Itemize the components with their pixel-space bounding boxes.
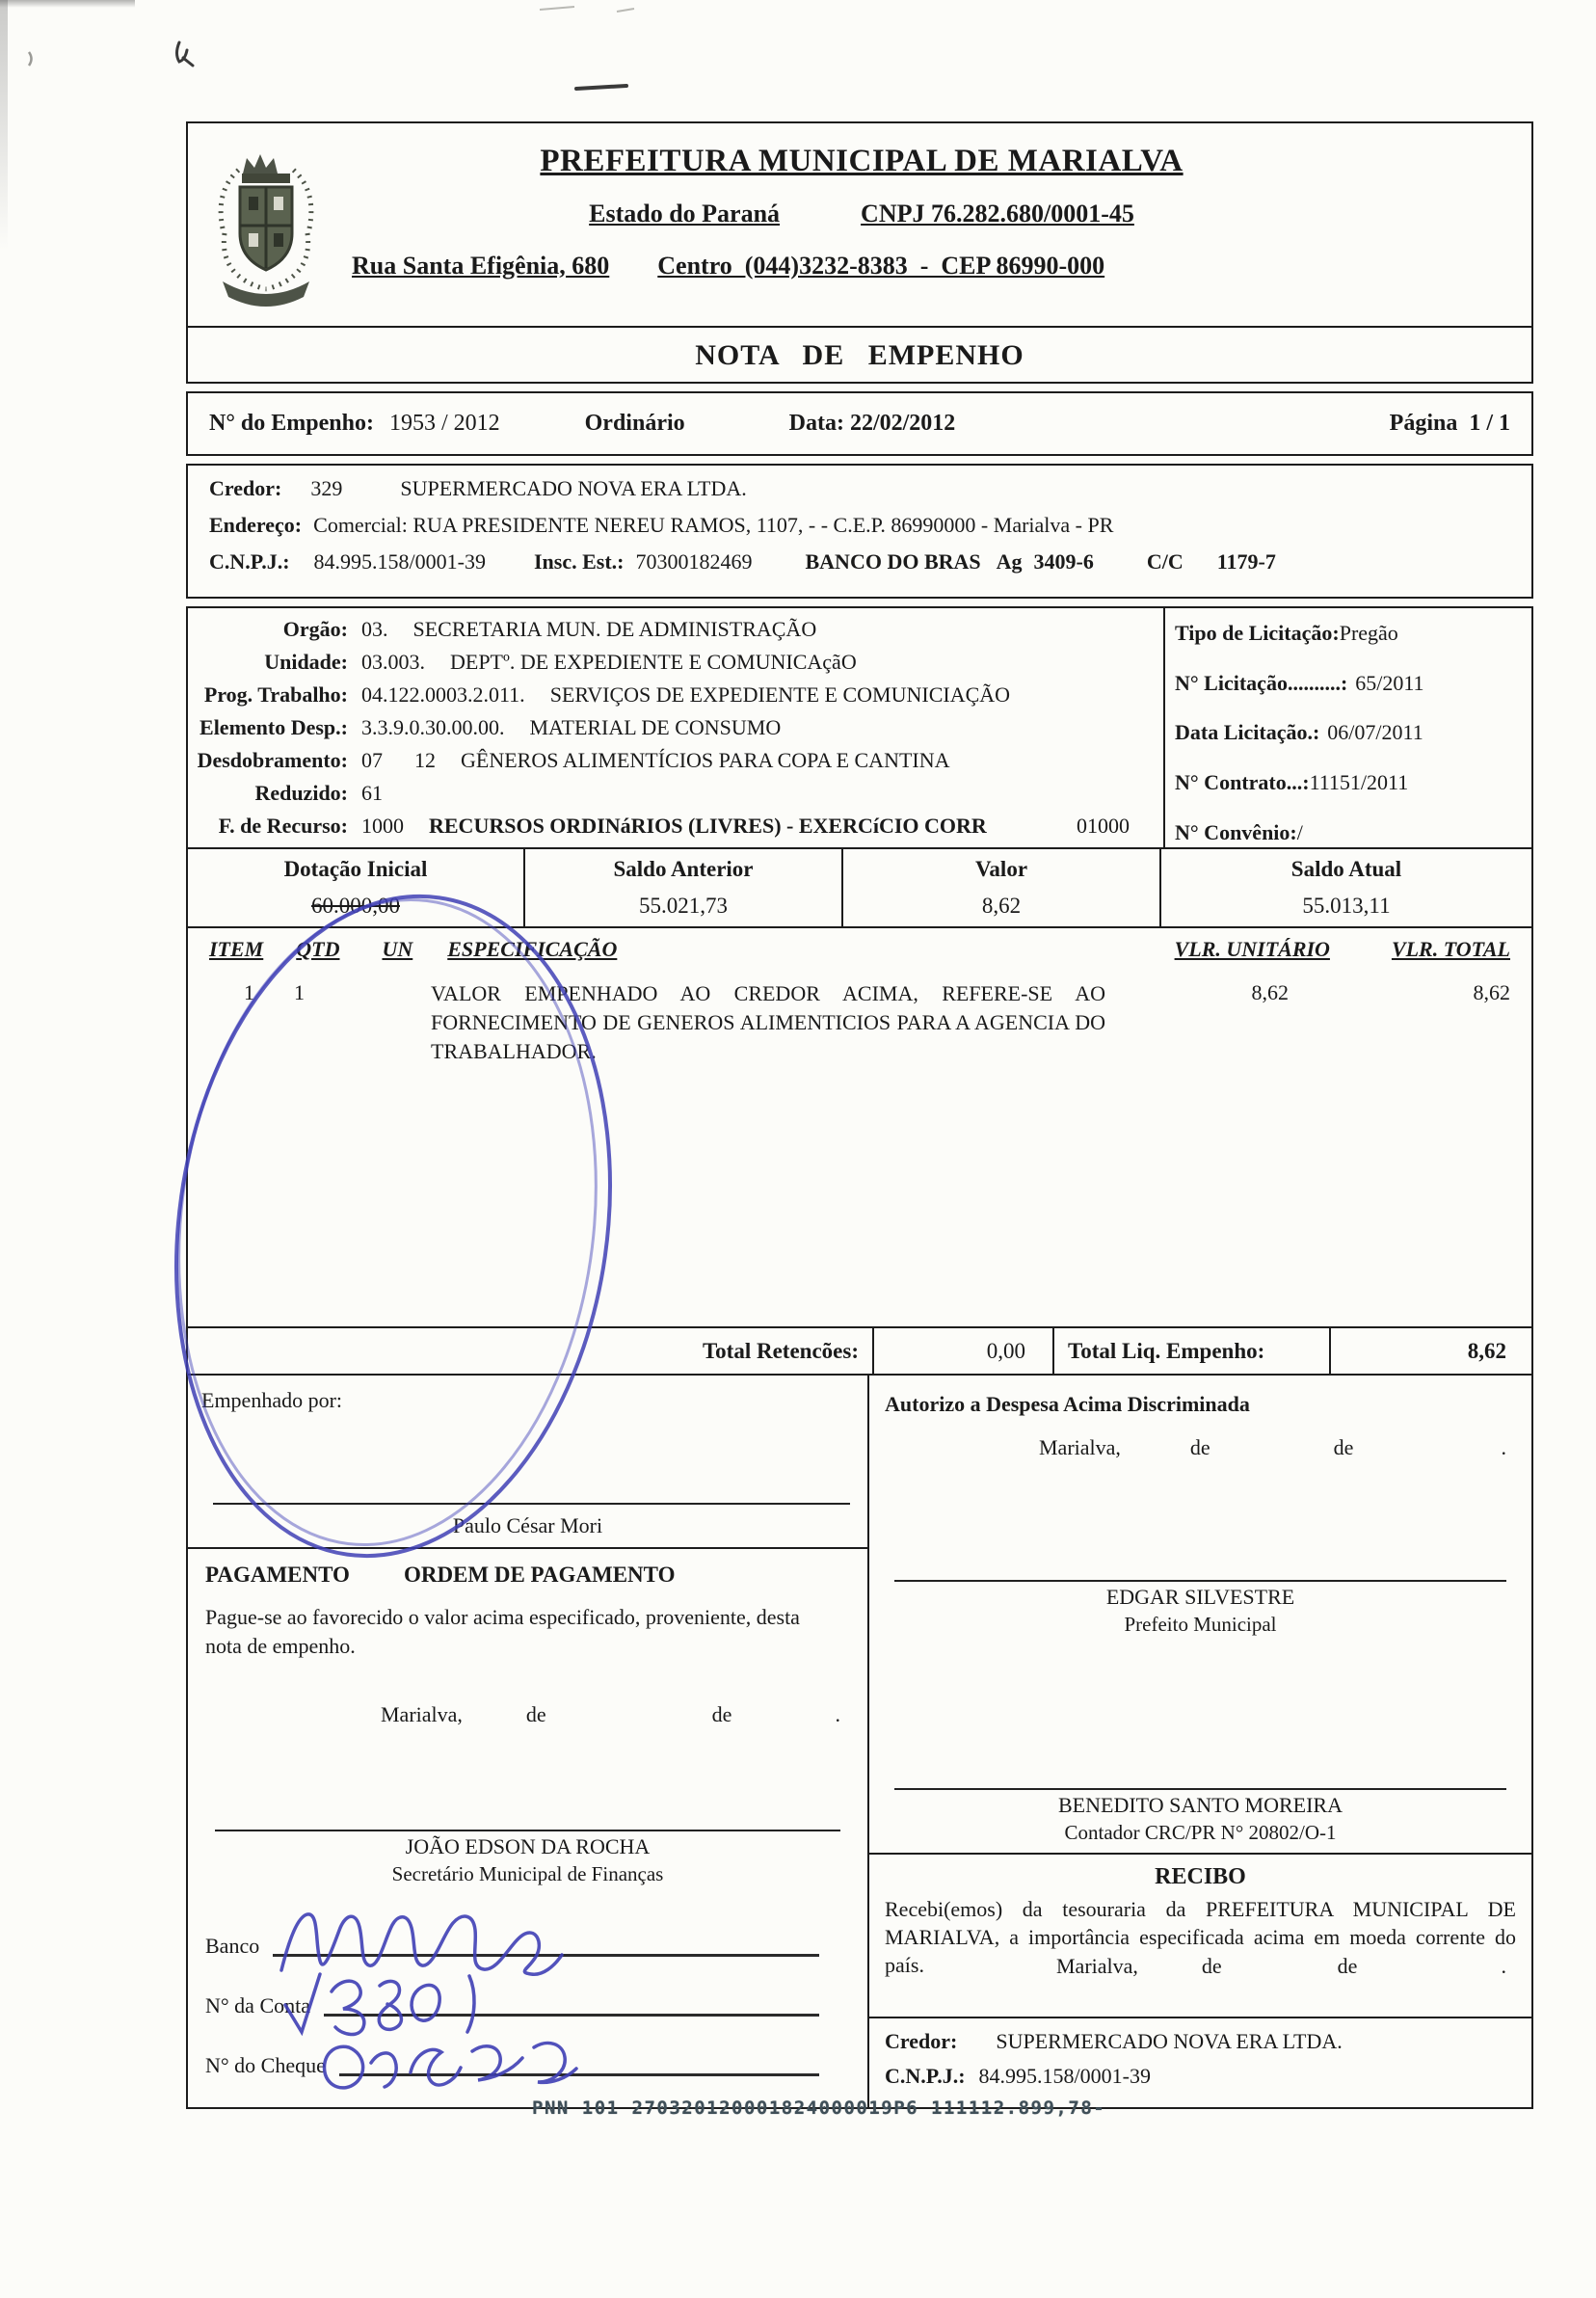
de-2: de (711, 1702, 732, 1727)
bank-fields (205, 1901, 850, 2080)
finance-secretary-signature (205, 1830, 850, 1887)
signer-name-silvestre: EDGAR SILVESTRE (1105, 1585, 1295, 1610)
unidade-desc: DEPTº. DE EXPEDIENTE E COMUNICAçãO (450, 650, 857, 675)
letterhead (186, 121, 1533, 328)
dotacao-table (186, 847, 1533, 928)
cheque-write-line (339, 2073, 819, 2076)
accountant-signature (885, 1788, 1516, 1846)
retencoes-value: 0,00 (874, 1328, 1054, 1375)
retencoes-label-cell (188, 1328, 874, 1375)
prog-trabalho-code: 04.122.0003.2.011. (361, 682, 525, 708)
licitacao-panel (1163, 608, 1533, 847)
unidade-row (188, 649, 1163, 681)
municipality-title: PREFEITURA MUNICIPAL DE MARIALVA (540, 144, 1184, 178)
dotacao-header-valor: Valor (843, 849, 1161, 886)
street-address: Rua Santa Efigênia, 680 (352, 251, 610, 280)
empenho-date: Data: 22/02/2012 (788, 411, 956, 436)
faint-pencil-artifacts (29, 7, 634, 66)
banco-write-line (273, 1954, 819, 1957)
creditor-address: Comercial: RUA PRESIDENTE NEREU RAMOS, 1107, - - C.E.P. 86990000 - Marialva - PR (313, 513, 1114, 538)
qtd-col-header: QTD (296, 936, 340, 961)
orgao-row (188, 616, 1163, 649)
empenho-header-row (186, 391, 1533, 456)
de-2: de (1337, 1953, 1358, 1978)
dotacao-header-anterior: Saldo Anterior (525, 849, 843, 886)
conta-label: N° da Conta (205, 1993, 311, 2018)
recibo-title: RECIBO (1155, 1864, 1246, 1890)
de-2: de (1333, 1435, 1354, 1460)
signature-line (894, 1788, 1506, 1790)
period: . (835, 1702, 840, 1727)
licitacao-data: 06/07/2011 (1327, 720, 1423, 745)
ordem-pagamento-title: ORDEM DE PAGAMENTO (403, 1563, 676, 1588)
account-label: C/C (1146, 549, 1184, 574)
convenio-label: N° Convênio: (1175, 819, 1297, 844)
creditor-cnpj-label: C.N.P.J.: (209, 549, 290, 574)
elemento-desp-code: 3.3.9.0.30.00.00. (361, 715, 505, 740)
licitacao-data-label: Data Licitação.: (1175, 720, 1320, 745)
signer-role-moreira: Contador CRC/PR N° 20802/O-1 (1064, 1821, 1337, 1845)
empenhado-por-label: Empenhado por: (201, 1388, 343, 1413)
de-1: de (525, 1702, 546, 1727)
coat-of-arms-logo (203, 137, 329, 310)
item-row (188, 968, 1531, 1066)
licitacao-tipo-label: Tipo de Licitação: (1175, 621, 1340, 646)
signer-name-mori: Paulo César Mori (452, 1512, 603, 1537)
page-indicator: Página 1 / 1 (1389, 411, 1510, 436)
item-col-header: ITEM (209, 936, 264, 961)
de-1: de (1201, 1953, 1222, 1978)
dotacao-header-row (188, 849, 1531, 886)
saldo-atual: 55.013,11 (1302, 894, 1391, 919)
licitacao-data-row (1175, 719, 1522, 747)
period: . (1501, 1435, 1506, 1460)
totals-row (186, 1326, 1533, 1376)
signature-line (213, 1503, 850, 1505)
empenhado-por-section (188, 1376, 867, 1549)
city-name: Marialva, (381, 1702, 463, 1727)
licitacao-numero-label: N° Licitação..........: (1175, 670, 1348, 695)
contrato-numero: 11151/2011 (1309, 769, 1409, 794)
liq-empenho-label: Total Liq. Empenho: (1054, 1328, 1331, 1375)
document-title: NOTA DE EMPENHO (695, 338, 1024, 371)
orgao-desc: SECRETARIA MUN. DE ADMINISTRAÇÃO (412, 617, 817, 642)
elemento-desp-row (188, 714, 1163, 747)
item-number: 1 (244, 979, 254, 1004)
city-name: Marialva, (1056, 1953, 1138, 1978)
fonte-recurso-code: 1000 (361, 814, 404, 839)
desdobramento-row (188, 747, 1163, 780)
empenho-number-label: N° do Empenho: (209, 411, 374, 436)
desdobramento-code: 07 12 (361, 748, 436, 773)
budget-classification-section (186, 606, 1533, 849)
nota-empenho-form (186, 121, 1533, 2109)
desdobramento-desc: GÊNEROS ALIMENTÍCIOS PARA COPA E CANTINA (461, 748, 950, 773)
creditor-address-label: Endereço: (209, 513, 303, 538)
conta-field (205, 1961, 850, 2020)
dotacao-values-row (188, 886, 1531, 926)
vlr-total-col-header: VLR. TOTAL (1391, 936, 1510, 961)
contrato-label: N° Contrato...: (1175, 769, 1310, 794)
signature-line (215, 1830, 840, 1831)
final-cnpj-value: 84.995.158/0001-39 (978, 2064, 1151, 2089)
authorization-column (869, 1376, 1531, 2107)
item-quantity: 1 (294, 979, 305, 1004)
state-registration: 70300182469 (635, 549, 753, 574)
orgao-code: 03. (361, 617, 388, 642)
pagamento-text: Pague-se ao favorecido o valor acima especificado, proveniente, desta nota de empenho. (205, 1605, 800, 1659)
cheque-label: N° do Cheque (205, 2053, 326, 2078)
licitacao-numero-row (1175, 670, 1522, 698)
final-cnpj-label: C.N.P.J.: (885, 2064, 966, 2089)
valor: 8,62 (843, 886, 1161, 926)
address-line (352, 250, 1516, 282)
prog-trabalho-desc: SERVIÇOS DE EXPEDIENTE E COMUNICIAÇÃO (549, 682, 1011, 708)
date-line (885, 1953, 1516, 1981)
address-contact: Centro (044)3232-8383 - CEP 86990-000 (657, 251, 1105, 280)
autorizo-section (869, 1376, 1531, 1855)
final-creditor-name: SUPERMERCADO NOVA ERA LTDA. (996, 2029, 1343, 2054)
desdobramento-label: Desdobramento: (197, 748, 348, 773)
contrato-row (1175, 769, 1522, 797)
dot-matrix-footer: PNN 101 270320120001824000019P6 111112.899,78- (532, 2098, 1106, 2119)
creditor-section (186, 464, 1533, 599)
creditor-cnpj: 84.995.158/0001-39 (313, 549, 486, 574)
empenho-type: Ordinário (584, 411, 685, 436)
pagamento-titles (205, 1561, 850, 1590)
prog-trabalho-row (188, 681, 1163, 714)
banco-label: Banco (205, 1934, 260, 1959)
fonte-recurso-row (188, 813, 1163, 845)
elemento-desp-desc: MATERIAL DE CONSUMO (529, 715, 782, 740)
creditor-name: SUPERMERCADO NOVA ERA LTDA. (400, 476, 747, 501)
account-number: 1179-7 (1216, 549, 1276, 574)
letterhead-text (352, 137, 1516, 312)
dotacao-header-inicial: Dotação Inicial (188, 849, 525, 886)
retencoes-label: Total Retencões: (702, 1338, 859, 1363)
signatures-section (186, 1374, 1533, 2109)
pagamento-section (188, 1549, 867, 2083)
signer-name-moreira: BENEDITO SANTO MOREIRA (1058, 1793, 1343, 1818)
scan-corner-artifact (0, 0, 135, 8)
document-title-band (186, 326, 1533, 384)
creditor-address-row (209, 512, 1510, 548)
state-registration-label: Insc. Est.: (533, 549, 625, 574)
creditor-fiscal-row (209, 548, 1510, 585)
de-1: de (1189, 1435, 1210, 1460)
items-table-body (186, 968, 1533, 1326)
vlr-unitario-col-header: VLR. UNITÁRIO (1174, 936, 1330, 961)
budget-rows (188, 616, 1163, 845)
state-label: Estado do Paraná (589, 199, 781, 227)
items-table-header (186, 928, 1533, 968)
mayor-signature (885, 1580, 1516, 1638)
licitacao-tipo-row (1175, 620, 1522, 648)
item-unit-price: 8,62 (1251, 979, 1289, 1004)
licitacao-numero: 65/2011 (1355, 670, 1424, 695)
final-creditor-row (885, 2028, 1516, 2063)
fonte-recurso-desc: RECURSOS ORDINáRIOS (LIVRES) - EXERCíCIO CORR (429, 814, 987, 839)
un-col-header: UN (382, 936, 413, 961)
period: . (1501, 1953, 1506, 1978)
orgao-label: Orgão: (282, 617, 348, 642)
unidade-label: Unidade: (264, 650, 348, 675)
recibo-text: Recebi(emos) da tesouraria da PREFEITURA MUNICIPAL DE MARIALVA, a importância especificada acima em moeda corrente do país. (885, 1896, 1516, 1977)
pagamento-title: PAGAMENTO (205, 1563, 350, 1588)
creditor-row (209, 475, 1510, 512)
bank-name: BANCO DO BRAS (805, 549, 981, 574)
scan-mark-artifacts (177, 42, 627, 89)
empenho-number: 1953 / 2012 (388, 411, 500, 436)
state-cnpj-line (352, 198, 1371, 230)
date-line (205, 1701, 850, 1729)
reduzido-label: Reduzido: (254, 781, 348, 806)
convenio-row (1175, 819, 1522, 847)
saldo-anterior: 55.021,73 (525, 886, 843, 926)
city-name: Marialva, (1039, 1435, 1121, 1460)
reduzido-row (188, 780, 1163, 813)
autorizo-title: Autorizo a Despesa Acima Discriminada (885, 1392, 1250, 1417)
item-total-price: 8,62 (1473, 979, 1510, 1004)
creditor-label: Credor: (209, 476, 282, 501)
signer-role-rocha: Secretário Municipal de Finanças (391, 1861, 664, 1885)
payment-column (188, 1376, 869, 2107)
item-specification: VALOR EMPENHADO AO CREDOR ACIMA, REFERE-SE AO FORNECIMENTO DE GENEROS ALIMENTICIOS PARA A AGENCIA DO TRABALHADOR. (431, 980, 1105, 1063)
convenio-valor: / (1296, 819, 1303, 844)
unidade-code: 03.003. (361, 650, 425, 675)
conta-write-line (324, 2014, 819, 2017)
signature-line (894, 1580, 1506, 1582)
recibo-section (869, 1855, 1531, 2018)
elemento-desp-label: Elemento Desp.: (200, 715, 348, 740)
cheque-field (205, 2020, 850, 2080)
creditor-code: 329 (310, 476, 343, 501)
scan-edge-artifact (0, 0, 8, 251)
date-line (885, 1434, 1516, 1462)
agency-number: 3409-6 (1033, 549, 1094, 574)
prog-trabalho-label: Prog. Trabalho: (203, 682, 348, 708)
final-creditor-box (869, 2018, 1531, 2107)
fonte-recurso-extra: 01000 (1077, 814, 1130, 839)
fonte-recurso-label: F. de Recurso: (218, 814, 348, 839)
final-creditor-label: Credor: (885, 2029, 958, 2054)
dotacao-inicial: 60.000,00 (188, 886, 525, 926)
banco-field (205, 1901, 850, 1961)
signer-name-rocha: JOÃO EDSON DA ROCHA (405, 1833, 651, 1858)
signer-role-silvestre: Prefeito Municipal (1124, 1613, 1277, 1637)
final-cnpj-row (885, 2063, 1516, 2098)
reduzido-code: 61 (361, 781, 383, 806)
agency-label: Ag (996, 549, 1023, 574)
liq-empenho-value: 8,62 (1467, 1338, 1506, 1363)
cnpj-header: CNPJ 76.282.680/0001-45 (861, 199, 1134, 227)
especificacao-col-header: ESPECIFICAÇÃO (447, 936, 618, 961)
dotacao-header-atual: Saldo Atual (1290, 857, 1402, 882)
licitacao-tipo: Pregão (1339, 621, 1398, 646)
